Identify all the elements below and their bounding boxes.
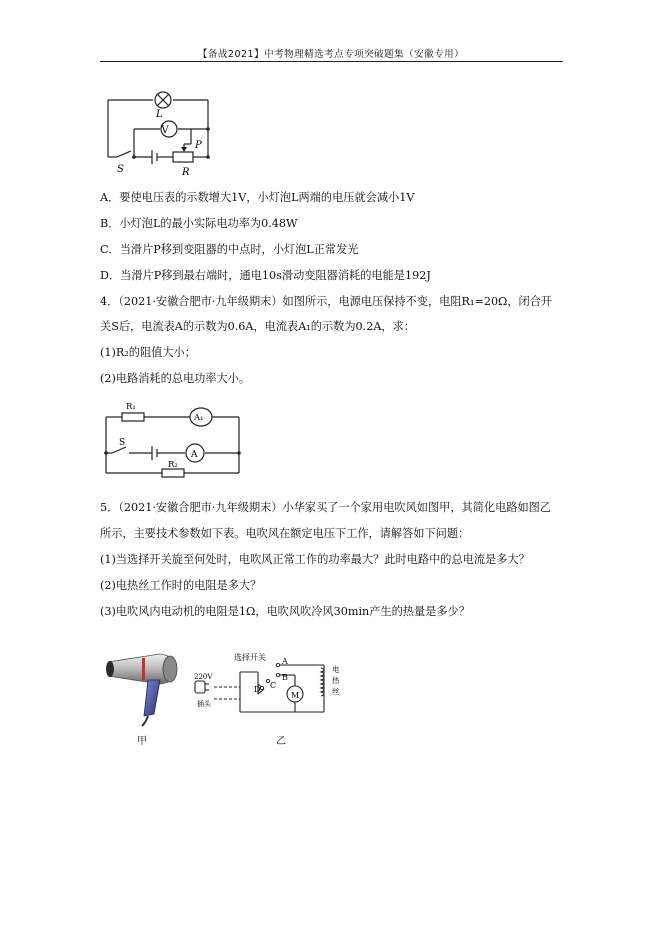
question-5-sub-3: (3)电吹风内电动机的电阻是1Ω，电吹风吹冷风30min产生的热量是多少？ <box>100 605 470 618</box>
contact-d-label: D <box>254 685 261 694</box>
figure-caption-right: 乙 <box>276 736 286 747</box>
lamp-icon <box>155 92 171 108</box>
question-5-line-2: 所示，主要技术参数如下表。电吹风在额定电压下工作，请解答如下问题： <box>100 527 470 540</box>
s-label: S <box>119 438 126 448</box>
circuit-figure-resistors-ammeters <box>102 398 242 480</box>
circuit-figure-lamp-rheostat <box>104 86 216 182</box>
switch-selector-label: 选择开关 <box>234 653 266 662</box>
plug-label: 插头 <box>197 700 211 708</box>
option-a: A．要使电压表的示数增大1V，小灯泡L两端的电压就会减小1V <box>100 191 415 204</box>
option-c: C．当滑片P移到变阻器的中点时，小灯泡L正常发光 <box>100 243 359 256</box>
heater-label-3: 丝 <box>332 687 340 696</box>
contact-a-label: A <box>282 657 288 666</box>
question-5-line-1: 5．（2021·安徽合肥市·九年级期末）小华家买了一个家用电吹风如图甲，其简化电路如图乙 <box>100 501 552 514</box>
voltage-label: 220V <box>194 673 213 681</box>
heater-label-1: 电 <box>332 665 340 674</box>
voltmeter-label: V <box>161 125 169 136</box>
header-divider <box>100 61 563 62</box>
question-4-line-2: 关S后，电流表A的示数为0.6A，电流表A₁的示数为0.2A，求： <box>100 320 415 333</box>
option-d: D．当滑片P移到最右端时，通电10s滑动变阻器消耗的电能是192J <box>100 269 431 282</box>
page-header: 【备战2021】中考物理精选考点专项突破题集（安徽专用） <box>197 49 465 60</box>
resistor-label: R <box>182 167 190 178</box>
lamp-label: L <box>156 109 163 120</box>
question-4-line-1: 4．（2021·安徽合肥市·九年级期末）如图所示，电源电压保持不变，电阻R₁=20Ω，闭合开 <box>100 295 553 308</box>
option-b: B．小灯泡L的最小实际电功率为0.48W <box>100 217 298 230</box>
hair-dryer-image <box>102 646 184 728</box>
question-5-sub-1: (1)当选择开关旋至何处时，电吹风正常工作的功率最大？此时电路中的总电流是多大？ <box>100 553 530 566</box>
motor-label: M <box>291 691 300 700</box>
contact-c-label: C <box>270 681 277 690</box>
question-5-sub-2: (2)电热丝工作时的电阻是多大？ <box>100 579 262 592</box>
a1-label: A₁ <box>194 413 204 423</box>
question-4-sub-1: (1)R₂的阻值大小； <box>100 346 196 359</box>
slider-label: P <box>195 140 202 151</box>
switch-label: S <box>117 164 124 175</box>
question-4-sub-2: (2)电路消耗的总电功率大小。 <box>100 372 251 385</box>
r1-label: R₁ <box>126 402 136 412</box>
hair-dryer-circuit <box>192 648 357 720</box>
a-label: A <box>191 450 198 460</box>
contact-b-label: B <box>282 673 288 682</box>
r2-label: R₂ <box>168 460 178 470</box>
figure-caption-left: 甲 <box>137 736 147 747</box>
heater-label-2: 热 <box>332 676 340 685</box>
